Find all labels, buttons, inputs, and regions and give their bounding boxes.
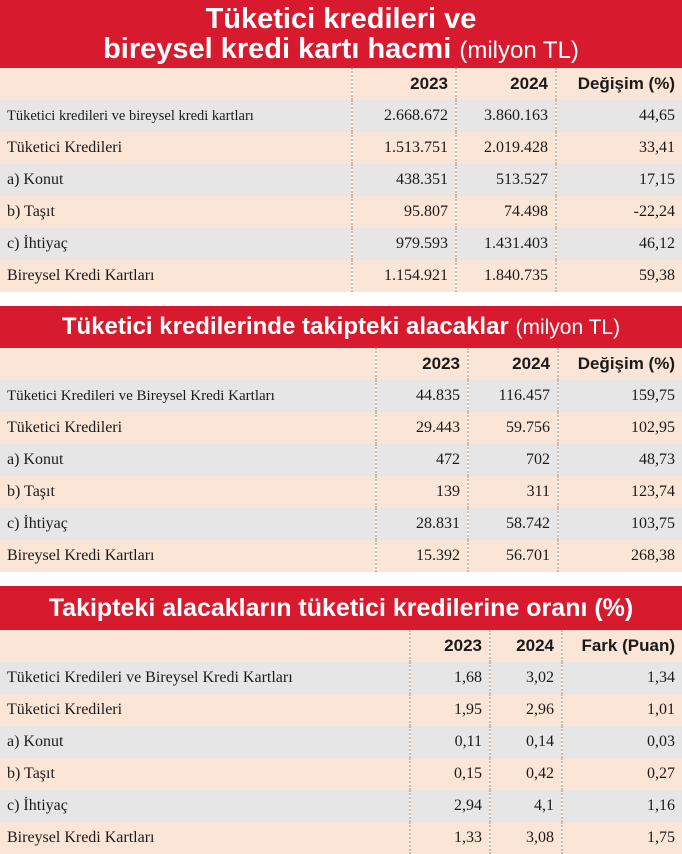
data-table bbox=[0, 68, 682, 292]
value-2024: 702 bbox=[468, 444, 558, 476]
value-2024: 3,08 bbox=[490, 822, 562, 854]
table-row bbox=[0, 822, 682, 854]
header-change: Değişim (%) bbox=[556, 68, 682, 100]
value-2024: 59.756 bbox=[468, 412, 558, 444]
header-2024: 2024 bbox=[456, 68, 556, 100]
row-label: a) Konut bbox=[0, 444, 376, 476]
value-change: 33,41 bbox=[556, 132, 682, 164]
data-table bbox=[0, 348, 682, 572]
value-2023: 29.443 bbox=[376, 412, 468, 444]
value-2024: 56.701 bbox=[468, 540, 558, 572]
value-2024: 1.840.735 bbox=[456, 260, 556, 292]
value-2023: 0,11 bbox=[410, 726, 490, 758]
row-label: a) Konut bbox=[0, 726, 410, 758]
title-unit: (milyon TL) bbox=[515, 316, 621, 339]
value-2024: 3.860.163 bbox=[456, 100, 556, 132]
header-change: Fark (Puan) bbox=[562, 630, 682, 662]
row-label: Tüketici Kredileri ve Bireysel Kredi Kartları bbox=[0, 662, 410, 694]
value-2024: 3,02 bbox=[490, 662, 562, 694]
row-label: Bireysel Kredi Kartları bbox=[0, 260, 352, 292]
table-row bbox=[0, 726, 682, 758]
table-title bbox=[0, 0, 682, 68]
value-change: 44,65 bbox=[556, 100, 682, 132]
value-2023: 95.807 bbox=[352, 196, 456, 228]
value-change: 268,38 bbox=[558, 540, 682, 572]
header-2024: 2024 bbox=[468, 348, 558, 380]
value-2024: 116.457 bbox=[468, 380, 558, 412]
header-2023: 2023 bbox=[376, 348, 468, 380]
value-2023: 15.392 bbox=[376, 540, 468, 572]
table-row bbox=[0, 196, 682, 228]
value-2023: 2,94 bbox=[410, 790, 490, 822]
table-row bbox=[0, 694, 682, 726]
value-2023: 472 bbox=[376, 444, 468, 476]
row-label: c) İhtiyaç bbox=[0, 790, 410, 822]
row-label: Bireysel Kredi Kartları bbox=[0, 540, 376, 572]
row-label: c) İhtiyaç bbox=[0, 508, 376, 540]
table-row bbox=[0, 790, 682, 822]
table-credit-volume bbox=[0, 0, 682, 292]
table-row bbox=[0, 132, 682, 164]
title-line-2: bireysel kredi kartı hacmi bbox=[103, 33, 452, 65]
row-label: b) Taşıt bbox=[0, 758, 410, 790]
value-2024: 1.431.403 bbox=[456, 228, 556, 260]
header-change: Değişim (%) bbox=[558, 348, 682, 380]
header-2024: 2024 bbox=[490, 630, 562, 662]
data-table bbox=[0, 630, 682, 854]
table-row bbox=[0, 540, 682, 572]
header-2023: 2023 bbox=[410, 630, 490, 662]
table-row bbox=[0, 662, 682, 694]
header-row bbox=[0, 348, 682, 380]
title-line-1: Takipteki alacakların tüketici kredilerine oranı (%) bbox=[48, 594, 634, 622]
value-change: 102,95 bbox=[558, 412, 682, 444]
table-title bbox=[0, 586, 682, 630]
title-line-1: Tüketici kredilerinde takipteki alacaklar bbox=[61, 313, 509, 340]
value-change: 103,75 bbox=[558, 508, 682, 540]
header-row bbox=[0, 68, 682, 100]
row-label: b) Taşıt bbox=[0, 196, 352, 228]
row-label: Tüketici Kredileri bbox=[0, 694, 410, 726]
value-2023: 438.351 bbox=[352, 164, 456, 196]
value-2023: 0,15 bbox=[410, 758, 490, 790]
value-2024: 0,42 bbox=[490, 758, 562, 790]
value-change: 0,03 bbox=[562, 726, 682, 758]
row-label: Tüketici Kredileri bbox=[0, 412, 376, 444]
table-title bbox=[0, 306, 682, 348]
value-2023: 979.593 bbox=[352, 228, 456, 260]
value-2023: 28.831 bbox=[376, 508, 468, 540]
value-2023: 1,95 bbox=[410, 694, 490, 726]
table-row bbox=[0, 758, 682, 790]
header-2023: 2023 bbox=[352, 68, 456, 100]
row-label: c) İhtiyaç bbox=[0, 228, 352, 260]
value-change: 1,34 bbox=[562, 662, 682, 694]
value-change: 1,01 bbox=[562, 694, 682, 726]
value-2023: 44.835 bbox=[376, 380, 468, 412]
value-change: -22,24 bbox=[556, 196, 682, 228]
value-2024: 4,1 bbox=[490, 790, 562, 822]
value-2024: 58.742 bbox=[468, 508, 558, 540]
table-overdue-ratio bbox=[0, 586, 682, 854]
value-2024: 513.527 bbox=[456, 164, 556, 196]
value-2024: 74.498 bbox=[456, 196, 556, 228]
table-row bbox=[0, 444, 682, 476]
value-2023: 1.154.921 bbox=[352, 260, 456, 292]
table-row bbox=[0, 476, 682, 508]
value-2023: 139 bbox=[376, 476, 468, 508]
value-change: 59,38 bbox=[556, 260, 682, 292]
value-change: 46,12 bbox=[556, 228, 682, 260]
table-row bbox=[0, 508, 682, 540]
value-2023: 2.668.672 bbox=[352, 100, 456, 132]
header-row bbox=[0, 630, 682, 662]
table-row bbox=[0, 412, 682, 444]
row-label: Bireysel Kredi Kartları bbox=[0, 822, 410, 854]
row-label: a) Konut bbox=[0, 164, 352, 196]
value-change: 1,75 bbox=[562, 822, 682, 854]
value-2024: 2,96 bbox=[490, 694, 562, 726]
value-2024: 311 bbox=[468, 476, 558, 508]
table-row bbox=[0, 164, 682, 196]
value-change: 1,16 bbox=[562, 790, 682, 822]
row-label: b) Taşıt bbox=[0, 476, 376, 508]
value-2023: 1,33 bbox=[410, 822, 490, 854]
title-unit: (milyon TL) bbox=[459, 37, 579, 64]
value-2023: 1.513.751 bbox=[352, 132, 456, 164]
value-change: 48,73 bbox=[558, 444, 682, 476]
title-line-1: Tüketici kredileri ve bbox=[205, 3, 477, 35]
value-2023: 1,68 bbox=[410, 662, 490, 694]
table-row bbox=[0, 100, 682, 132]
value-change: 17,15 bbox=[556, 164, 682, 196]
row-label: Tüketici kredileri ve bireysel kredi kartları bbox=[0, 100, 352, 132]
value-change: 123,74 bbox=[558, 476, 682, 508]
value-change: 0,27 bbox=[562, 758, 682, 790]
table-row bbox=[0, 380, 682, 412]
row-label: Tüketici Kredileri bbox=[0, 132, 352, 164]
value-2024: 0,14 bbox=[490, 726, 562, 758]
value-2024: 2.019.428 bbox=[456, 132, 556, 164]
table-row bbox=[0, 260, 682, 292]
value-change: 159,75 bbox=[558, 380, 682, 412]
table-row bbox=[0, 228, 682, 260]
row-label: Tüketici Kredileri ve Bireysel Kredi Kartları bbox=[0, 380, 376, 412]
table-overdue-receivables bbox=[0, 306, 682, 572]
